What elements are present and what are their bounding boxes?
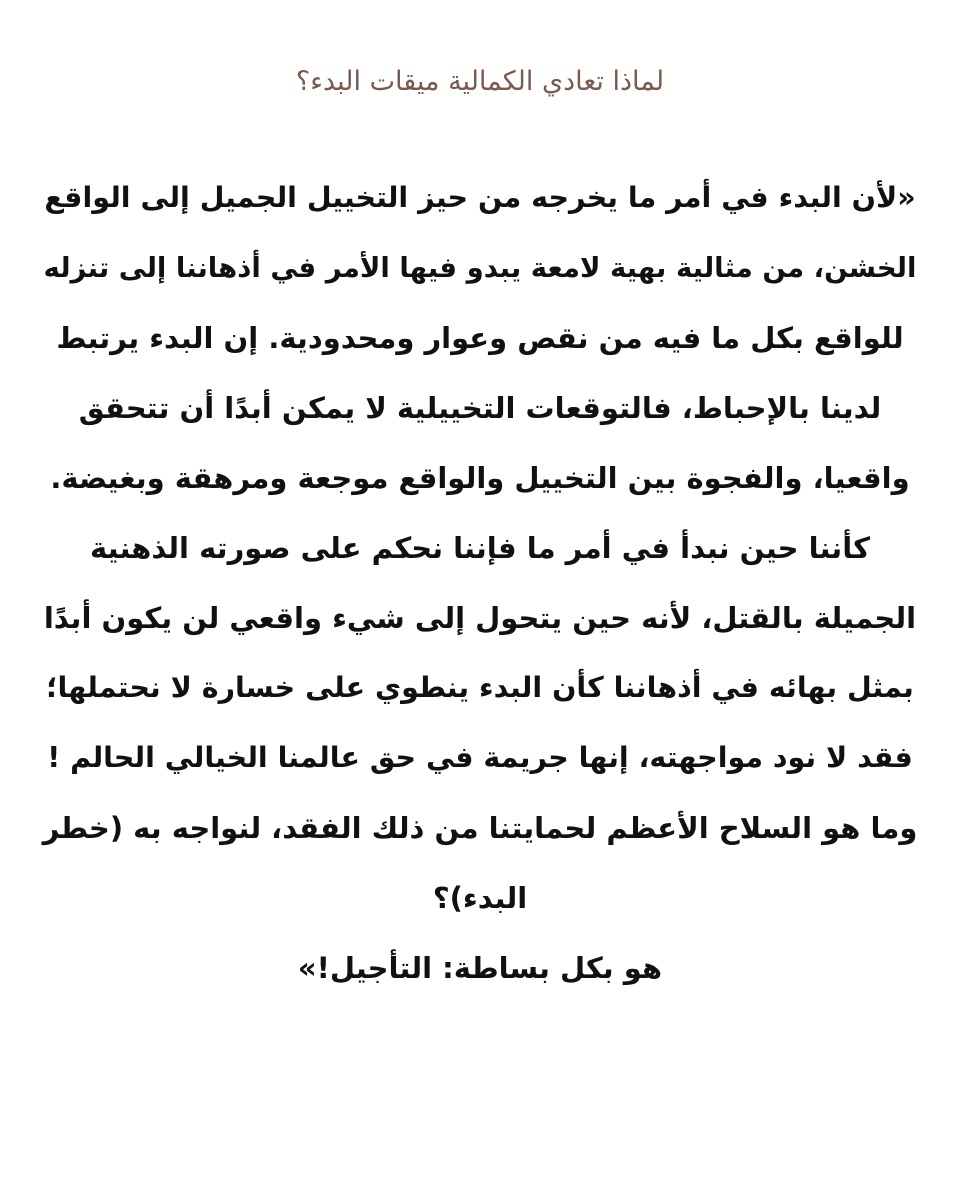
text-line: لدينا بالإحباط، فالتوقعات التخييلية لا يمكن أبدًا أن تتحقق	[78, 391, 882, 425]
quote-paragraph	[40, 163, 920, 1003]
text-line: بمثل بهائه في أذهاننا كأن البدء ينطوي على خسارة لا نحتملها؛	[46, 671, 914, 704]
text-line: «لأن البدء في أمر ما يخرجه من حيز التخييل الجميل إلى الواقع	[44, 181, 916, 214]
text-line: الجميلة بالقتل، لأنه حين يتحول إلى شيء واقعي لن يكون أبدًا	[43, 601, 917, 635]
text-line: واقعيا، والفجوة بين التخييل والواقع موجعة ومرهقة وبغيضة.	[50, 461, 910, 495]
text-line: الخشن، من مثالية بهية لامعة يبدو فيها الأمر في أذهاننا إلى تنزله	[43, 252, 917, 284]
text-line: للواقع بكل ما فيه من نقص وعوار ومحدودية. إن البدء يرتبط	[56, 321, 904, 355]
text-line: فقد لا نود مواجهته، إنها جريمة في حق عالمنا الخيالي الحالم !	[47, 741, 913, 774]
text-line: وما هو السلاح الأعظم لحمايتنا من ذلك الفقد، لنواجه به (خطر	[42, 811, 918, 845]
page-title: لماذا تعادي الكمالية ميقات البدء؟	[295, 66, 665, 97]
text-line: البدء)؟	[432, 881, 528, 915]
text-line: هو بكل بساطة: التأجيل!»	[297, 951, 663, 985]
text-line: كأننا حين نبدأ في أمر ما فإننا نحكم على صورته الذهنية	[90, 531, 870, 565]
